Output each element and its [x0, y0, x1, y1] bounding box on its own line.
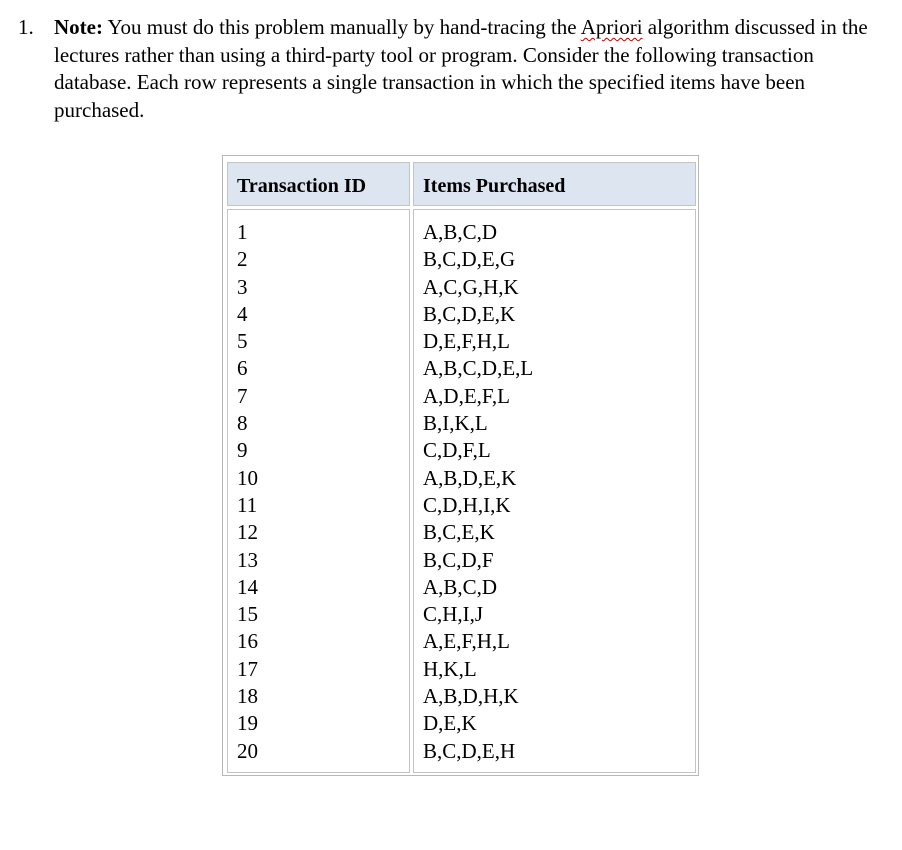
items-purchased-cell: A,D,E,F,L	[423, 383, 510, 408]
items-purchased-cell: B,C,D,E,G	[423, 247, 516, 272]
items-purchased-cell: C,H,I,J	[423, 602, 484, 627]
transaction-id-cell: 19	[237, 711, 258, 736]
transaction-id-cell: 17	[237, 656, 258, 681]
items-purchased-cell: C,D,F,L	[423, 438, 491, 463]
items-purchased-cell: B,C,D,E,H	[423, 738, 516, 763]
transaction-id-cell: 20	[237, 738, 258, 763]
items-purchased-cell: D,E,F,H,L	[423, 329, 510, 354]
transaction-id-cell: 10	[237, 465, 258, 490]
items-purchased-cell: B,C,D,F	[423, 547, 494, 572]
transaction-id-cell: 1	[237, 220, 248, 244]
spellcheck-flagged-word: Apriori	[580, 15, 643, 39]
transaction-id-cell: 18	[237, 684, 258, 709]
column-header-items-purchased: Items Purchased	[413, 162, 696, 206]
items-purchased-cell: B,C,D,E,K	[423, 301, 516, 326]
items-purchased-cell: A,B,C,D,E,L	[423, 356, 534, 381]
transaction-id-cell: 14	[237, 574, 258, 599]
question-text-part-2: algorithm discussed in the lectures rather than using a third-party tool or program. Consider the following transaction database. Each row represents a single transaction in which the specified items have been purchased.	[54, 15, 868, 122]
transaction-id-cell: 13	[237, 547, 258, 572]
note-label: Note:	[54, 15, 103, 39]
items-purchased-cell: B,C,E,K	[423, 520, 495, 545]
transaction-id-cell: 15	[237, 602, 258, 627]
items-purchased-cell: D,E,K	[423, 711, 477, 736]
transaction-id-cell: 7	[237, 383, 248, 408]
items-purchased-cell: A,B,D,H,K	[423, 684, 519, 709]
items-purchased-cell: A,B,C,D	[423, 574, 498, 599]
transaction-id-cell: 11	[237, 492, 258, 517]
question-number: 1.	[18, 15, 34, 39]
transaction-id-cell: 12	[237, 520, 258, 545]
items-purchased-column	[413, 209, 696, 773]
transaction-id-cell: 5	[237, 329, 248, 354]
column-header-transaction-id: Transaction ID	[227, 162, 410, 206]
items-purchased-cell: A,C,G,H,K	[423, 274, 519, 299]
transaction-id-cell: 6	[237, 356, 248, 381]
question-text	[54, 14, 894, 124]
transaction-id-cell: 9	[237, 438, 248, 463]
items-purchased-cell: H,K,L	[423, 656, 477, 681]
items-purchased-cell: A,B,C,D	[423, 220, 498, 244]
transaction-id-cell: 3	[237, 274, 248, 299]
transaction-id-column	[227, 209, 410, 773]
transaction-table	[222, 155, 699, 776]
question-text-part-1: You must do this problem manually by hand-tracing the	[102, 15, 581, 39]
items-purchased-cell: C,D,H,I,K	[423, 492, 511, 517]
transaction-id-cell: 8	[237, 411, 248, 436]
items-purchased-cell: B,I,K,L	[423, 411, 488, 436]
transaction-id-cell: 2	[237, 247, 248, 272]
items-purchased-cell: A,E,F,H,L	[423, 629, 510, 654]
transaction-id-cell: 4	[237, 301, 248, 326]
items-purchased-cell: A,B,D,E,K	[423, 465, 517, 490]
transaction-id-cell: 16	[237, 629, 258, 654]
